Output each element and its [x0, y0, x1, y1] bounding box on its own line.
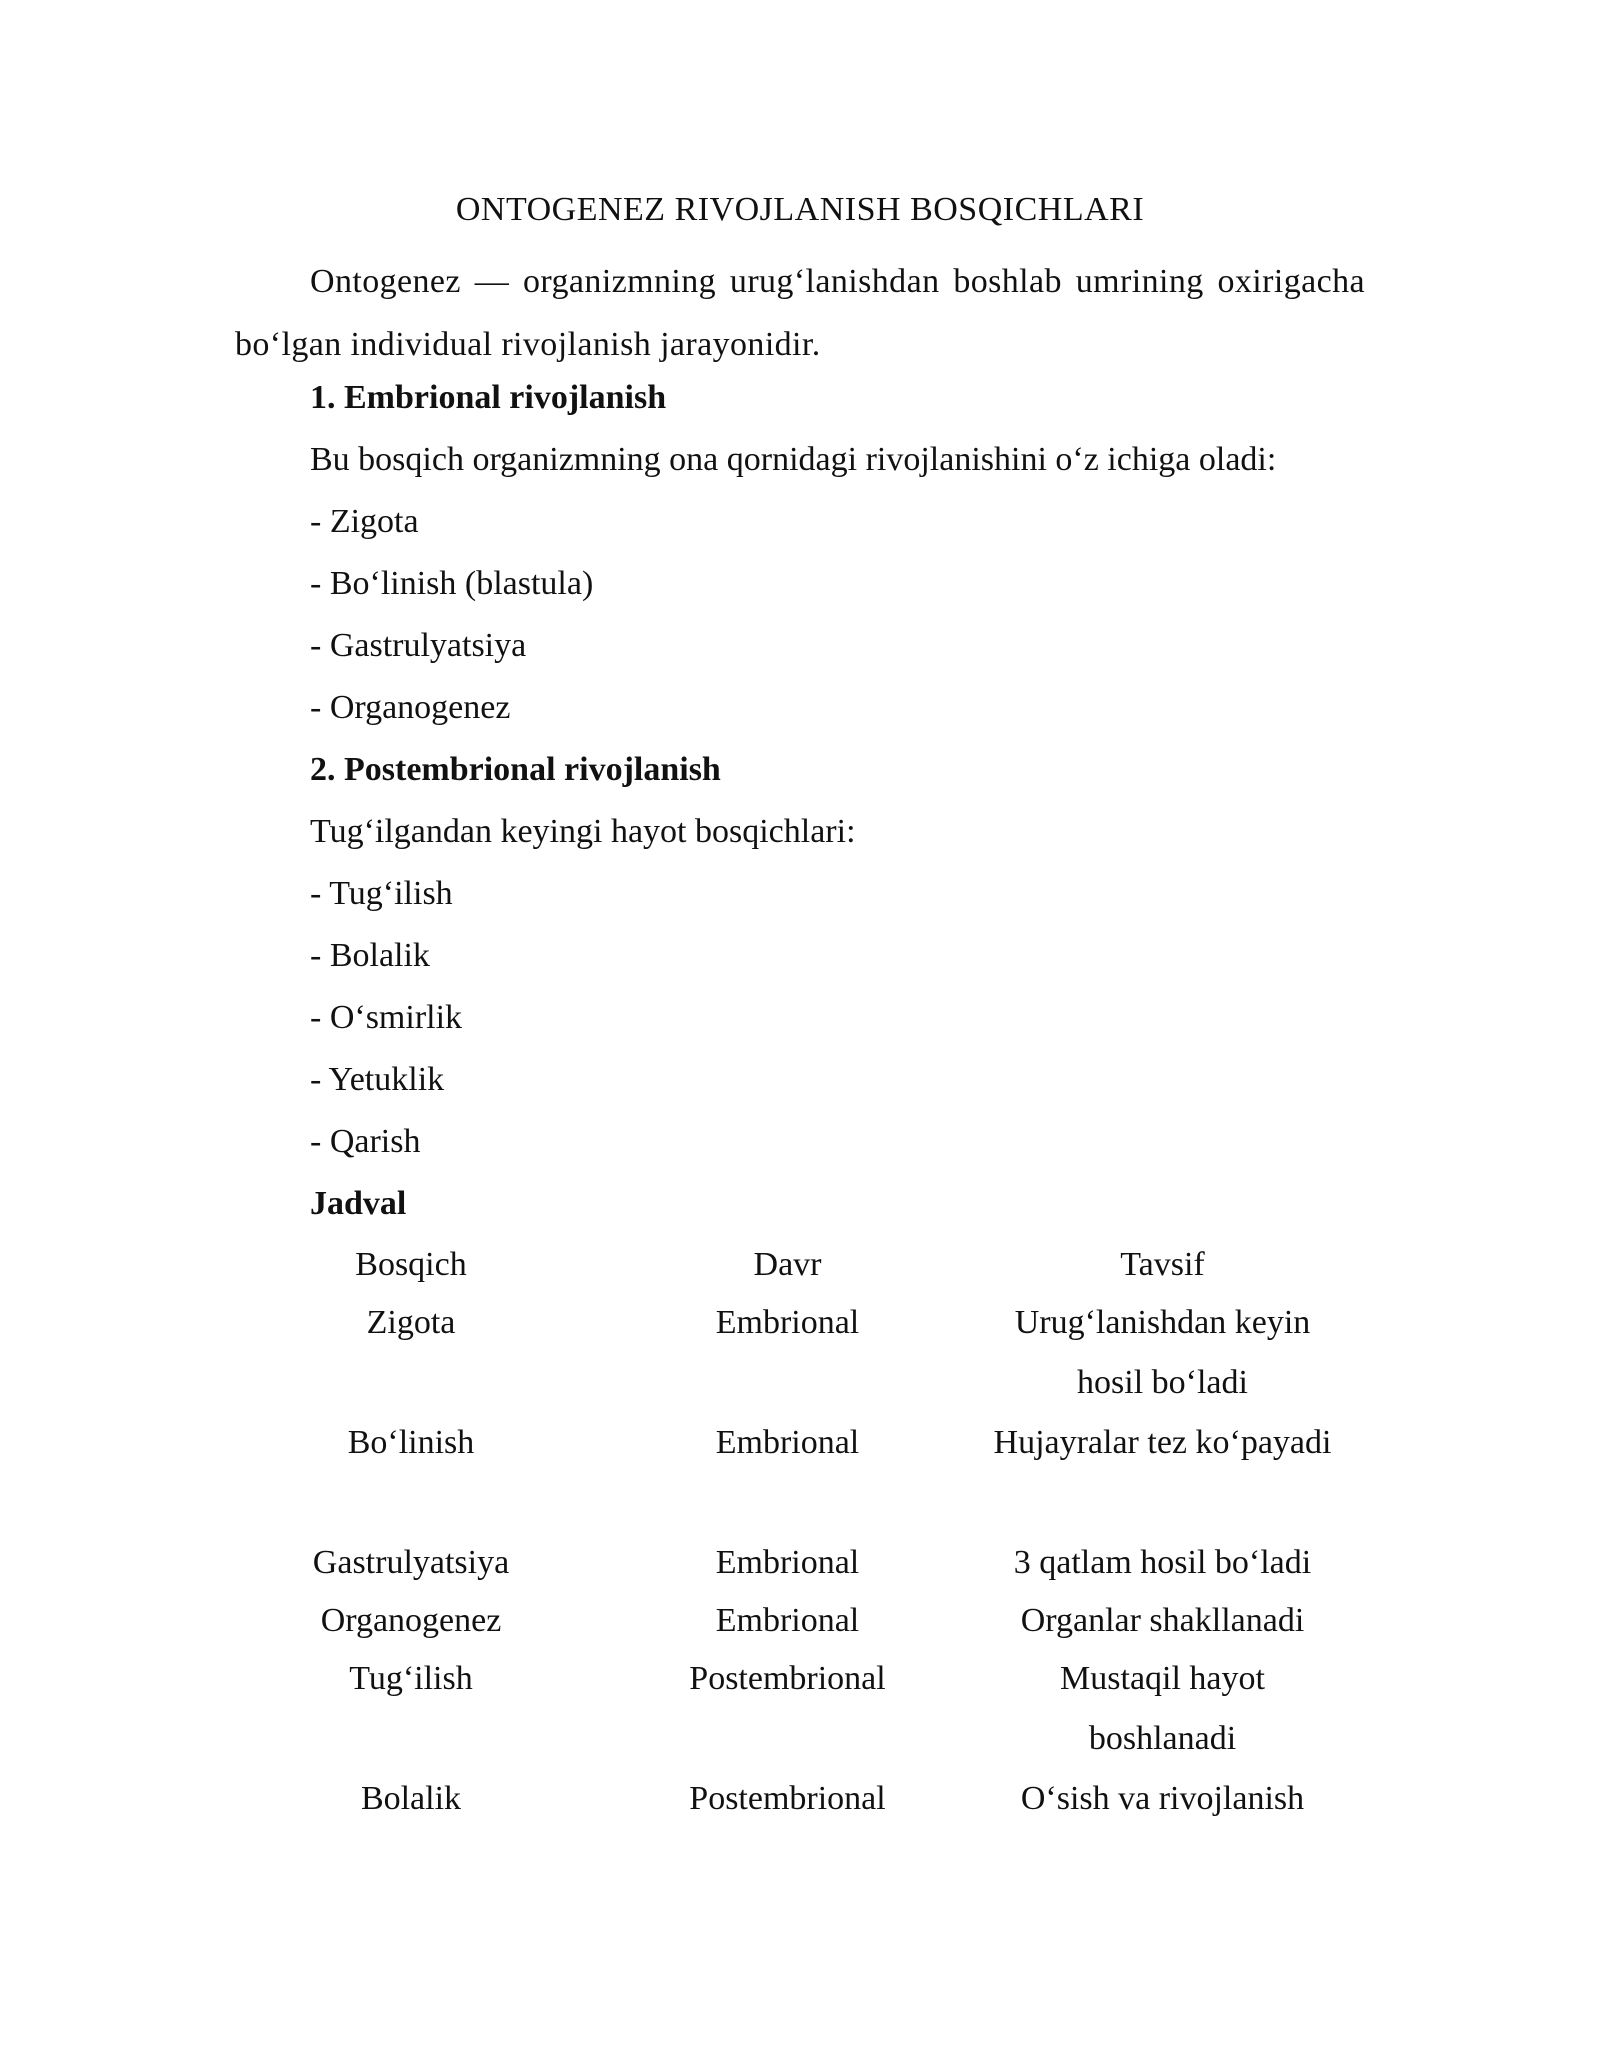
- table-cell: Mustaqil hayot boshlanadi: [1060, 1660, 1265, 1757]
- table-header-tavsif: Tavsif: [1120, 1246, 1205, 1283]
- section1-item-bolinish: - Bo‘linish (blastula): [310, 565, 594, 602]
- table-cell: Bo‘linish: [347, 1424, 475, 1461]
- table-cell: Bolalik: [360, 1780, 462, 1817]
- table-cell: Embrional: [715, 1304, 860, 1341]
- section2-item-osmirlik: - O‘smirlik: [310, 999, 463, 1036]
- section2-item-yetuklik: - Yetuklik: [310, 1061, 445, 1098]
- section1-item-organogenez: - Organogenez: [310, 689, 511, 726]
- table-cell: Gastrulyatsiya: [312, 1544, 510, 1581]
- table-cell: Urug‘lanishdan keyin hosil bo‘ladi: [1014, 1304, 1311, 1401]
- table-cell: Tug‘ilish: [349, 1660, 473, 1697]
- table-cell: Organogenez: [320, 1602, 502, 1639]
- section2-heading: 2. Postembrional rivojlanish: [310, 751, 721, 788]
- table-cell: Postembrional: [689, 1780, 886, 1817]
- section2-item-bolalik: - Bolalik: [310, 937, 430, 974]
- section1-item-gastrulyatsiya: - Gastrulyatsiya: [310, 627, 527, 664]
- table-cell: Organlar shakllanadi: [1020, 1602, 1305, 1639]
- section2-lead: Tug‘ilgandan keyingi hayot bosqichlari:: [310, 813, 856, 850]
- document-title: ONTOGENEZ RIVOJLANISH BOSQICHLARI: [455, 191, 1145, 228]
- section1-item-zigota: - Zigota: [310, 503, 419, 540]
- table-cell: Embrional: [715, 1544, 860, 1581]
- table-heading: Jadval: [310, 1185, 407, 1222]
- section1-heading: 1. Embrional rivojlanish: [310, 379, 667, 416]
- table-cell: Embrional: [715, 1602, 860, 1639]
- table-cell: Hujayralar tez ko‘payadi: [993, 1424, 1332, 1461]
- table-cell: Postembrional: [689, 1660, 886, 1697]
- table-cell: 3 qatlam hosil bo‘ladi: [1013, 1544, 1312, 1581]
- section2-item-qarish: - Qarish: [310, 1123, 421, 1160]
- table-header-bosqich: Bosqich: [355, 1246, 467, 1283]
- table-cell: Embrional: [715, 1424, 860, 1461]
- section2-item-tugilish: - Tug‘ilish: [310, 875, 453, 912]
- intro-paragraph: Ontogenez — organizmning urug‘lanishdan boshlab umrining oxirigacha bo‘lgan individual rivojlanish jarayonidir.: [235, 263, 1365, 363]
- table-cell: Zigota: [366, 1304, 456, 1341]
- section1-lead: Bu bosqich organizmning ona qornidagi rivojlanishini o‘z ichiga oladi:: [310, 441, 1277, 478]
- table-cell: O‘sish va rivojlanish: [1020, 1780, 1305, 1817]
- table-header-davr: Davr: [753, 1246, 822, 1283]
